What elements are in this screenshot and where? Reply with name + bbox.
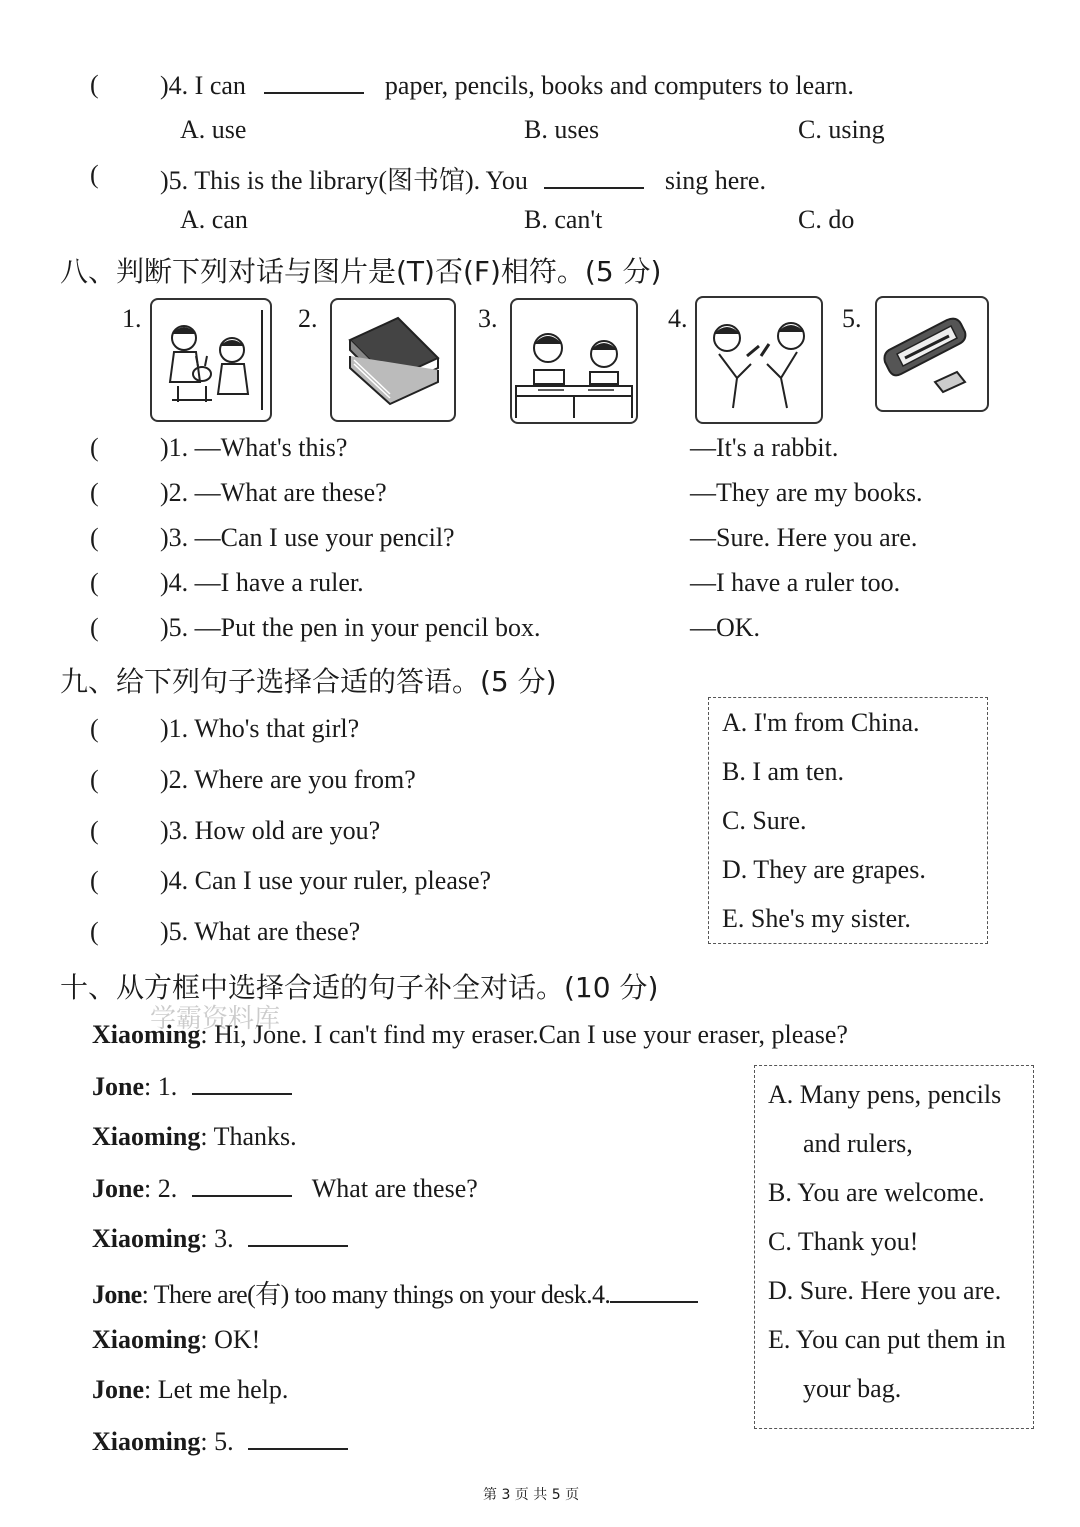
s10-option-e-cont: your bag. (803, 1374, 902, 1403)
s8-right-3: —Sure. Here you are. (690, 523, 918, 552)
s8-left-3: )3. —Can I use your pencil? (160, 523, 455, 552)
s8-paren-3[interactable]: ( (90, 523, 99, 552)
pic-num-2: 2. (298, 304, 318, 333)
q5-opt-a: A. can (180, 205, 248, 234)
q4-text-a: )4. I can (160, 71, 246, 100)
kids-rulers-icon (697, 298, 821, 422)
speaker: Jone (92, 1174, 144, 1203)
s9-option-b: B. I am ten. (722, 757, 845, 786)
dialog-line-6 (92, 1274, 698, 1311)
s9-question-3: )3. How old are you? (160, 816, 381, 845)
line-text: : 1. (144, 1072, 178, 1101)
s9-paren-4[interactable]: ( (90, 866, 99, 895)
q4-paren[interactable]: ( (90, 70, 99, 99)
s9-option-d: D. They are grapes. (722, 855, 926, 884)
q4-opt-a: A. use (180, 115, 247, 144)
s9-paren-5[interactable]: ( (90, 917, 99, 946)
s10-option-a: A. Many pens, pencils (768, 1080, 1002, 1109)
s10-option-c: C. Thank you! (768, 1227, 919, 1256)
line-text: : Let me help. (144, 1375, 289, 1404)
pic-num-4: 4. (668, 304, 688, 333)
q5-blank[interactable] (544, 165, 644, 189)
s10-option-e: E. You can put them in (768, 1325, 1006, 1354)
picture-books (330, 298, 456, 422)
s8-left-4: )4. —I have a ruler. (160, 568, 364, 597)
section8-title: 八、判断下列对话与图片是(T)否(F)相符。(5 分) (60, 255, 662, 288)
q5-opt-b: B. can't (524, 205, 603, 234)
dialog-line-7 (92, 1325, 260, 1355)
line-after: What are these? (311, 1174, 478, 1203)
q5-opt-c: C. do (798, 205, 855, 234)
s9-option-e: E. She's my sister. (722, 904, 911, 933)
line-text: : Hi, Jone. I can't find my eraser.Can I use your eraser, please? (200, 1020, 848, 1049)
page-footer: 第 3 页 共 5 页 (483, 1487, 580, 1503)
q4-opt-b: B. uses (524, 115, 600, 144)
s8-right-2: —They are my books. (690, 478, 923, 507)
q4-blank[interactable] (264, 70, 364, 94)
pencil-box-icon (877, 298, 987, 410)
s9-question-2: )2. Where are you from? (160, 765, 416, 794)
q4-opt-c: C. using (798, 115, 885, 144)
s9-question-1: )1. Who's that girl? (160, 714, 360, 743)
pic-num-1: 1. (122, 304, 142, 333)
dialog-line-5 (92, 1223, 348, 1254)
speaker: Xiaoming (92, 1427, 201, 1456)
s8-left-5: )5. —Put the pen in your pencil box. (160, 613, 541, 642)
pic-num-3: 3. (478, 304, 498, 333)
line-text: : Thanks. (200, 1122, 297, 1151)
line-text: : There are(有) too many things on your desk.4. (141, 1280, 611, 1309)
q5-stem (160, 160, 766, 197)
s10-option-d: D. Sure. Here you are. (768, 1276, 1002, 1305)
dialog-line-1 (92, 1020, 848, 1050)
s9-question-4: )4. Can I use your ruler, please? (160, 866, 492, 895)
s9-option-a: A. I'm from China. (722, 708, 920, 737)
dialog-blank-5[interactable] (248, 1426, 348, 1450)
kids-desk-icon (512, 300, 636, 422)
q4-text-b: paper, pencils, books and computers to learn. (384, 71, 854, 100)
line-text: : 5. (200, 1427, 234, 1456)
s9-question-5: )5. What are these? (160, 917, 361, 946)
picture-kids-desk (510, 298, 638, 424)
books-icon (332, 300, 454, 420)
s9-paren-2[interactable]: ( (90, 765, 99, 794)
picture-pencil-box (875, 296, 989, 412)
section10-title: 十、从方框中选择合适的句子补全对话。(10 分) (60, 971, 659, 1004)
speaker: Jone (92, 1375, 144, 1404)
s10-option-a-cont: and rulers, (803, 1129, 913, 1158)
dialog-line-9 (92, 1426, 348, 1457)
line-text: : 2. (144, 1174, 178, 1203)
dialog-line-4 (92, 1173, 478, 1204)
speaker: Xiaoming (92, 1224, 201, 1253)
section9-title: 九、给下列句子选择合适的答语。(5 分) (60, 665, 557, 698)
dialog-blank-1[interactable] (192, 1071, 292, 1095)
q5-paren[interactable]: ( (90, 160, 99, 189)
s8-right-5: —OK. (690, 613, 761, 642)
speaker: Xiaoming (92, 1122, 201, 1151)
kids-rabbit-icon (152, 300, 270, 420)
dialog-line-2 (92, 1071, 292, 1102)
s8-right-1: —It's a rabbit. (690, 433, 839, 462)
s8-left-2: )2. —What are these? (160, 478, 387, 507)
s8-paren-5[interactable]: ( (90, 613, 99, 642)
speaker: Jone (92, 1280, 142, 1309)
s10-option-b: B. You are welcome. (768, 1178, 985, 1207)
s8-paren-1[interactable]: ( (90, 433, 99, 462)
s9-paren-3[interactable]: ( (90, 816, 99, 845)
speaker: Xiaoming (92, 1325, 201, 1354)
line-text: : OK! (200, 1325, 261, 1354)
picture-kids-rulers (695, 296, 823, 424)
s9-option-c: C. Sure. (722, 806, 807, 835)
s8-left-1: )1. —What's this? (160, 433, 348, 462)
s8-right-4: —I have a ruler too. (690, 568, 901, 597)
speaker: Xiaoming (92, 1020, 201, 1049)
dialog-blank-4[interactable] (610, 1279, 698, 1303)
q4-stem (160, 70, 854, 101)
s8-paren-4[interactable]: ( (90, 568, 99, 597)
picture-rabbit-kids (150, 298, 272, 422)
line-text: : 3. (200, 1224, 234, 1253)
s9-paren-1[interactable]: ( (90, 714, 99, 743)
s8-paren-2[interactable]: ( (90, 478, 99, 507)
pic-num-5: 5. (842, 304, 862, 333)
watermark: 学霸资料库 (150, 1004, 281, 1034)
dialog-blank-2[interactable] (192, 1173, 292, 1197)
speaker: Jone (92, 1072, 144, 1101)
dialog-line-3 (92, 1122, 297, 1152)
q5-text-b: sing here. (664, 166, 766, 195)
dialog-blank-3[interactable] (248, 1223, 348, 1247)
dialog-line-8 (92, 1375, 288, 1405)
q5-text-a: )5. This is the library(图书馆). You (160, 166, 528, 195)
